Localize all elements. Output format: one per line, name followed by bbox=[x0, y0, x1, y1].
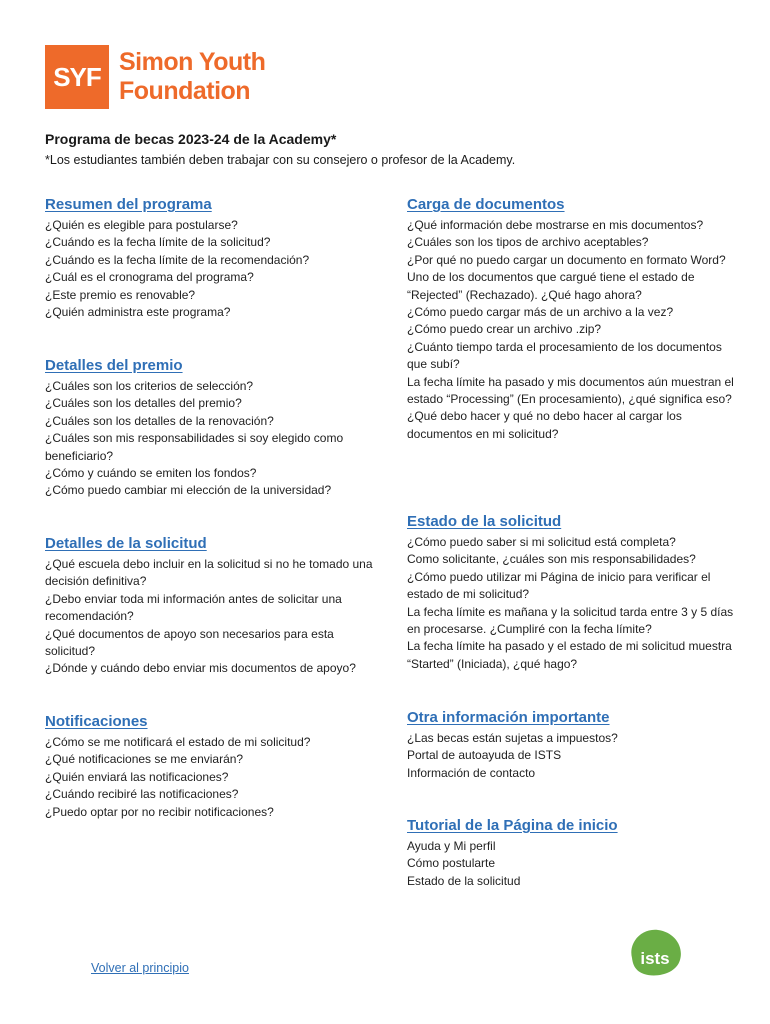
faq-link[interactable]: ¿Por qué no puedo cargar un documento en formato Word? bbox=[407, 252, 726, 267]
faq-link[interactable]: ¿Puedo optar por no recibir notificaciones? bbox=[45, 804, 274, 819]
faq-link[interactable]: ¿Cómo se me notificará el estado de mi solicitud? bbox=[45, 735, 311, 749]
section-estado-de-la-solicitud bbox=[407, 513, 737, 673]
page-title: Programa de becas 2023-24 de la Academy* bbox=[45, 131, 337, 147]
faq-link[interactable]: ¿Cuáles son los detalles del premio? bbox=[45, 396, 242, 411]
faq-link[interactable]: ¿Cuáles son mis responsabilidades si soy elegido como beneficiario? bbox=[45, 431, 344, 463]
section-heading[interactable]: Resumen del programa bbox=[45, 196, 212, 213]
faq-link[interactable]: ¿Cómo y cuándo se emiten los fondos? bbox=[45, 466, 257, 481]
faq-link[interactable]: ¿Cuáles son los criterios de selección? bbox=[45, 379, 254, 393]
syf-logo-wordmark bbox=[119, 48, 265, 106]
faq-link[interactable]: ¿Cómo puedo utilizar mi Página de inicio para verificar el estado de mi solicitud? bbox=[407, 569, 711, 602]
section-heading[interactable]: Carga de documentos bbox=[407, 196, 565, 213]
section-heading[interactable]: Otra información importante bbox=[407, 709, 610, 726]
faq-link[interactable]: ¿Las becas están sujetas a impuestos? bbox=[407, 731, 618, 745]
faq-link[interactable]: ¿Debo enviar toda mi información antes de solicitar una recomendación? bbox=[45, 591, 342, 624]
faq-link[interactable]: ¿Quién es elegible para postularse? bbox=[45, 218, 238, 232]
section-detalles-de-la-solicitud bbox=[45, 535, 375, 678]
section-resumen-del-programa bbox=[45, 196, 375, 321]
section-heading[interactable]: Tutorial de la Página de inicio bbox=[407, 817, 618, 834]
faq-link[interactable]: ¿Dónde y cuándo debo enviar mis documentos de apoyo? bbox=[45, 661, 356, 676]
section-otra-informacion-importante bbox=[407, 709, 737, 782]
faq-list bbox=[407, 534, 737, 673]
syf-logo-mark: SYF bbox=[45, 45, 109, 109]
faq-link[interactable]: Información de contacto bbox=[407, 765, 536, 780]
ists-logo-text: ists bbox=[640, 949, 670, 968]
section-heading[interactable]: Detalles de la solicitud bbox=[45, 535, 207, 552]
faq-list bbox=[407, 217, 737, 443]
faq-link[interactable]: ¿Cuándo es la fecha límite de la recomendación? bbox=[45, 252, 310, 267]
faq-link[interactable]: Ayuda y Mi perfil bbox=[407, 839, 496, 853]
section-heading[interactable]: Notificaciones bbox=[45, 713, 148, 730]
section-heading[interactable]: Estado de la solicitud bbox=[407, 513, 562, 530]
faq-link[interactable]: Uno de los documentos que cargué tiene el estado de “Rejected” (Rechazado). ¿Qué hago ahora? bbox=[407, 270, 695, 302]
faq-link[interactable]: ¿Qué información debe mostrarse en mis documentos? bbox=[407, 218, 704, 232]
back-to-top-link[interactable]: Volver al principio bbox=[91, 961, 189, 975]
faq-link[interactable]: ¿Qué notificaciones se me enviarán? bbox=[45, 752, 244, 767]
faq-link[interactable]: La fecha límite ha pasado y mis documentos aún muestran el estado “Processing” (En procesamiento), ¿qué significa eso? bbox=[407, 374, 734, 407]
logo-line-2: Foundation bbox=[119, 77, 251, 105]
faq-link[interactable]: ¿Quién administra este programa? bbox=[45, 305, 231, 320]
faq-link[interactable]: ¿Cómo puedo cambiar mi elección de la universidad? bbox=[45, 483, 332, 498]
faq-list bbox=[407, 730, 737, 782]
faq-link[interactable]: ¿Este premio es renovable? bbox=[45, 287, 196, 302]
page-note: *Los estudiantes también deben trabajar con su consejero o profesor de la Academy. bbox=[45, 153, 516, 167]
faq-link[interactable]: ¿Cuál es el cronograma del programa? bbox=[45, 270, 254, 285]
faq-link[interactable]: La fecha límite es mañana y la solicitud tarda entre 3 y 5 días en procesarse. ¿Cumpliré con la fecha límite? bbox=[407, 604, 734, 637]
faq-link[interactable]: ¿Cuándo es la fecha límite de la solicitud? bbox=[45, 235, 271, 250]
section-detalles-del-premio bbox=[45, 357, 375, 500]
faq-list bbox=[407, 838, 737, 890]
faq-link[interactable]: Cómo postularte bbox=[407, 856, 496, 871]
faq-link[interactable]: ¿Cuándo recibiré las notificaciones? bbox=[45, 787, 239, 802]
faq-link[interactable]: Estado de la solicitud bbox=[407, 873, 521, 888]
faq-link[interactable]: ¿Qué documentos de apoyo son necesarios para esta solicitud? bbox=[45, 626, 334, 659]
faq-link[interactable]: ¿Cuáles son los tipos de archivo aceptables? bbox=[407, 235, 649, 250]
faq-link[interactable]: La fecha límite ha pasado y el estado de mi solicitud muestra “Started” (Iniciada), ¿qué hago? bbox=[407, 639, 732, 671]
faq-list bbox=[45, 378, 375, 500]
faq-link[interactable]: ¿Cómo puedo cargar más de un archivo a la vez? bbox=[407, 305, 674, 320]
section-carga-de-documentos bbox=[407, 196, 737, 443]
faq-list bbox=[45, 734, 375, 821]
faq-list bbox=[45, 217, 375, 321]
faq-link[interactable]: ¿Quién enviará las notificaciones? bbox=[45, 769, 229, 784]
section-heading[interactable]: Detalles del premio bbox=[45, 357, 183, 374]
syf-logo bbox=[45, 45, 265, 109]
faq-link[interactable]: ¿Qué debo hacer y qué no debo hacer al cargar los documentos en mi solicitud? bbox=[407, 409, 682, 441]
faq-link[interactable]: ¿Cómo puedo saber si mi solicitud está completa? bbox=[407, 535, 676, 549]
section-tutorial-pagina-de-inicio bbox=[407, 817, 737, 890]
section-notificaciones bbox=[45, 713, 375, 821]
faq-list bbox=[45, 556, 375, 678]
ists-logo bbox=[626, 928, 682, 976]
faq-link[interactable]: ¿Cuánto tiempo tarda el procesamiento de los documentos que subí? bbox=[407, 339, 722, 372]
faq-link[interactable]: ¿Qué escuela debo incluir en la solicitud si no he tomado una decisión definitiva? bbox=[45, 557, 373, 589]
faq-link[interactable]: Como solicitante, ¿cuáles son mis responsabilidades? bbox=[407, 552, 696, 567]
faq-link[interactable]: Portal de autoayuda de ISTS bbox=[407, 748, 562, 763]
faq-link[interactable]: ¿Cómo puedo crear un archivo .zip? bbox=[407, 322, 602, 337]
faq-link[interactable]: ¿Cuáles son los detalles de la renovación? bbox=[45, 413, 274, 428]
logo-line-1: Simon Youth bbox=[119, 48, 266, 76]
